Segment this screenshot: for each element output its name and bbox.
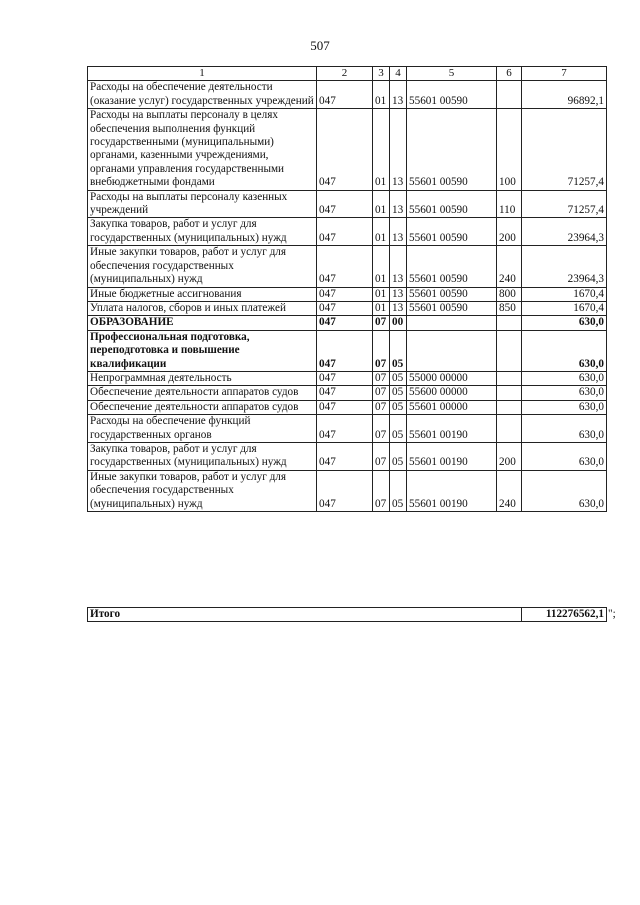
table-row [88,81,607,109]
row-ministry-code: 047 [317,109,373,190]
row-expense-type: 800 [497,287,522,301]
row-ministry-code: 047 [317,190,373,218]
budget-table [87,66,607,512]
row-section-code: 01 [373,218,390,246]
table-row [88,470,607,511]
row-target-article: 55601 00000 [407,400,497,414]
table-row [88,371,607,385]
row-expense-type: 240 [497,470,522,511]
row-expense-type: 110 [497,190,522,218]
row-target-article [407,316,497,330]
row-ministry-code: 047 [317,400,373,414]
row-amount: 630,0 [522,442,607,470]
row-amount: 1670,4 [522,301,607,315]
table-row [88,287,607,301]
row-section-code: 01 [373,301,390,315]
row-amount: 23964,3 [522,218,607,246]
row-amount: 71257,4 [522,109,607,190]
row-amount: 630,0 [522,400,607,414]
table-row [88,415,607,443]
row-section-code: 07 [373,386,390,400]
row-amount: 630,0 [522,330,607,371]
row-target-article: 55601 00590 [407,81,497,109]
row-section-code: 07 [373,316,390,330]
row-target-article: 55601 00190 [407,415,497,443]
row-ministry-code: 047 [317,386,373,400]
row-name-cell: Непрограммная деятельность [88,371,317,385]
row-ministry-code: 047 [317,442,373,470]
row-ministry-code: 047 [317,246,373,287]
total-suffix: "; [608,608,616,620]
page-number: 507 [310,38,330,53]
header-cell: 7 [522,67,607,81]
row-section-code: 07 [373,371,390,385]
header-cell: 5 [407,67,497,81]
table-row [88,386,607,400]
table-row [88,246,607,287]
row-amount: 71257,4 [522,190,607,218]
row-name-cell: ОБРАЗОВАНИЕ [88,316,317,330]
row-subsection-code: 13 [390,218,407,246]
total-label: Итого [88,608,522,622]
table-row [88,400,607,414]
row-name-cell: Иные закупки товаров, работ и услуг для обеспечения государственных (муниципальных) нужд [88,246,317,287]
row-amount: 630,0 [522,386,607,400]
row-subsection-code: 13 [390,246,407,287]
row-subsection-code: 05 [390,330,407,371]
row-expense-type [497,400,522,414]
row-expense-type [497,81,522,109]
header-cell: 3 [373,67,390,81]
row-subsection-code: 05 [390,470,407,511]
row-expense-type [497,371,522,385]
row-name-cell: Закупка товаров, работ и услуг для государственных (муниципальных) нужд [88,442,317,470]
header-cell: 2 [317,67,373,81]
row-section-code: 01 [373,190,390,218]
row-name-cell: Профессиональная подготовка, переподготовка и повышение квалификации [88,330,317,371]
row-subsection-code: 00 [390,316,407,330]
row-target-article: 55000 00000 [407,371,497,385]
row-name-cell: Расходы на обеспечение деятельности (оказание услуг) государственных учреждений [88,81,317,109]
header-cell: 4 [390,67,407,81]
row-name-cell: Уплата налогов, сборов и иных платежей [88,301,317,315]
row-expense-type: 240 [497,246,522,287]
row-subsection-code: 05 [390,386,407,400]
row-expense-type [497,316,522,330]
row-amount: 630,0 [522,371,607,385]
total-row [88,608,607,622]
row-section-code: 07 [373,470,390,511]
row-name-cell: Обеспечение деятельности аппаратов судов [88,400,317,414]
row-target-article: 55601 00590 [407,287,497,301]
table-row [88,330,607,371]
total-table [87,607,607,622]
row-target-article: 55601 00590 [407,218,497,246]
row-section-code: 01 [373,246,390,287]
row-name-cell: Расходы на выплаты персоналу в целях обеспечения выполнения функций государственными (муниципальными) органами, казенными учреждениями, органами управления государственными внебюджетными фондами [88,109,317,190]
row-expense-type [497,386,522,400]
row-target-article: 55601 00190 [407,442,497,470]
row-ministry-code: 047 [317,330,373,371]
row-subsection-code: 13 [390,81,407,109]
row-target-article: 55601 00190 [407,470,497,511]
row-section-code: 01 [373,81,390,109]
row-subsection-code: 13 [390,287,407,301]
row-subsection-code: 05 [390,415,407,443]
row-subsection-code: 13 [390,109,407,190]
row-ministry-code: 047 [317,287,373,301]
header-cell: 6 [497,67,522,81]
row-section-code: 01 [373,287,390,301]
row-ministry-code: 047 [317,470,373,511]
row-expense-type [497,330,522,371]
table-row [88,190,607,218]
row-expense-type: 200 [497,218,522,246]
row-amount: 96892,1 [522,81,607,109]
row-name-cell: Иные бюджетные ассигнования [88,287,317,301]
total-sum: 112276562,1 [522,608,607,622]
row-ministry-code: 047 [317,371,373,385]
row-target-article [407,330,497,371]
row-target-article: 55601 00590 [407,109,497,190]
row-ministry-code: 047 [317,316,373,330]
row-name-cell: Закупка товаров, работ и услуг для государственных (муниципальных) нужд [88,218,317,246]
row-amount: 630,0 [522,316,607,330]
row-target-article: 55601 00590 [407,246,497,287]
header-cell: 1 [88,67,317,81]
row-section-code: 07 [373,400,390,414]
row-name-cell: Обеспечение деятельности аппаратов судов [88,386,317,400]
row-target-article: 55601 00590 [407,190,497,218]
row-expense-type: 100 [497,109,522,190]
row-ministry-code: 047 [317,81,373,109]
row-name-cell: Иные закупки товаров, работ и услуг для обеспечения государственных (муниципальных) нужд [88,470,317,511]
table-row [88,109,607,190]
row-section-code: 07 [373,442,390,470]
row-ministry-code: 047 [317,218,373,246]
row-subsection-code: 05 [390,442,407,470]
row-expense-type: 850 [497,301,522,315]
row-amount: 1670,4 [522,287,607,301]
row-name-cell: Расходы на выплаты персоналу казенных учреждений [88,190,317,218]
row-ministry-code: 047 [317,301,373,315]
row-section-code: 01 [373,109,390,190]
row-expense-type: 200 [497,442,522,470]
row-expense-type [497,415,522,443]
row-subsection-code: 05 [390,371,407,385]
row-section-code: 07 [373,415,390,443]
row-amount: 23964,3 [522,246,607,287]
table-row [88,218,607,246]
row-amount: 630,0 [522,415,607,443]
row-amount: 630,0 [522,470,607,511]
row-subsection-code: 05 [390,400,407,414]
table-row [88,442,607,470]
table-row [88,316,607,330]
row-name-cell: Расходы на обеспечение функций государственных органов [88,415,317,443]
table-row [88,301,607,315]
row-subsection-code: 13 [390,301,407,315]
row-section-code: 07 [373,330,390,371]
total-block [87,607,627,622]
row-subsection-code: 13 [390,190,407,218]
row-ministry-code: 047 [317,415,373,443]
row-target-article: 55601 00590 [407,301,497,315]
row-target-article: 55600 00000 [407,386,497,400]
table-body [88,67,607,512]
header-row [88,67,607,81]
